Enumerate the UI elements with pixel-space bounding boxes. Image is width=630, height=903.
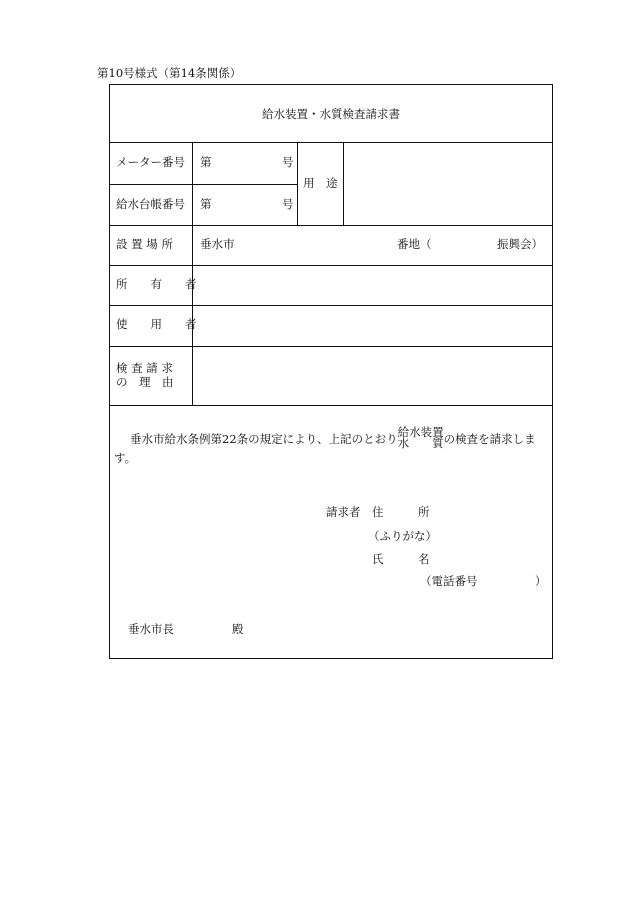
divider [192, 142, 193, 405]
location-label: 設 置 場 所 [116, 237, 173, 251]
requester-label: 請求者 [326, 505, 361, 519]
divider [110, 225, 552, 226]
meter-number-label: メーター番号 [116, 155, 185, 169]
statement-part1: 垂水市給水条例第22条の規定により、上記のとおり [130, 432, 398, 446]
ledger-number-suffix: 号 [282, 197, 294, 211]
inspection-request-form [109, 84, 553, 659]
form-title: 給水装置・水質検査請求書 [262, 107, 400, 121]
user-label: 使 用 者 [116, 317, 197, 331]
divider [110, 346, 552, 347]
divider [110, 405, 552, 406]
furigana-label: （ふりがな） [368, 529, 437, 543]
divider [343, 142, 344, 225]
location-banchi: 番地（ [397, 237, 432, 251]
divider [297, 142, 298, 225]
location-shinkokai: 振興会） [497, 237, 543, 251]
option-water-supply: 給水装置 [397, 425, 444, 439]
form-number: 第10号様式（第14条関係） [97, 66, 242, 80]
location-city: 垂水市 [200, 237, 235, 251]
ledger-number-label: 給水台帳番号 [116, 197, 185, 211]
usage-label: 用 途 [303, 176, 338, 190]
statement [114, 427, 544, 468]
divider [110, 142, 552, 143]
mayor-label: 垂水市長 [128, 622, 174, 636]
statement-part3: す。 [114, 451, 137, 465]
meter-number-suffix: 号 [282, 155, 294, 169]
statement-options [398, 427, 444, 449]
divider [110, 265, 552, 266]
name-label: 氏 名 [372, 552, 430, 566]
statement-part2: の検査を請求しま [443, 432, 536, 446]
option-water-quality: 水 質 [397, 436, 444, 450]
reason-label-line2: の 理 由 [116, 375, 174, 389]
owner-label: 所 有 者 [116, 277, 197, 291]
address-label: 住 所 [372, 505, 430, 519]
divider [110, 305, 552, 306]
divider [110, 184, 297, 185]
ledger-number-prefix: 第 [200, 197, 212, 211]
phone-label: （電話番号 ） [420, 574, 547, 588]
reason-label-line1: 検 査 請 求 [116, 361, 173, 375]
honorific-label: 殿 [232, 622, 244, 636]
meter-number-prefix: 第 [200, 155, 212, 169]
